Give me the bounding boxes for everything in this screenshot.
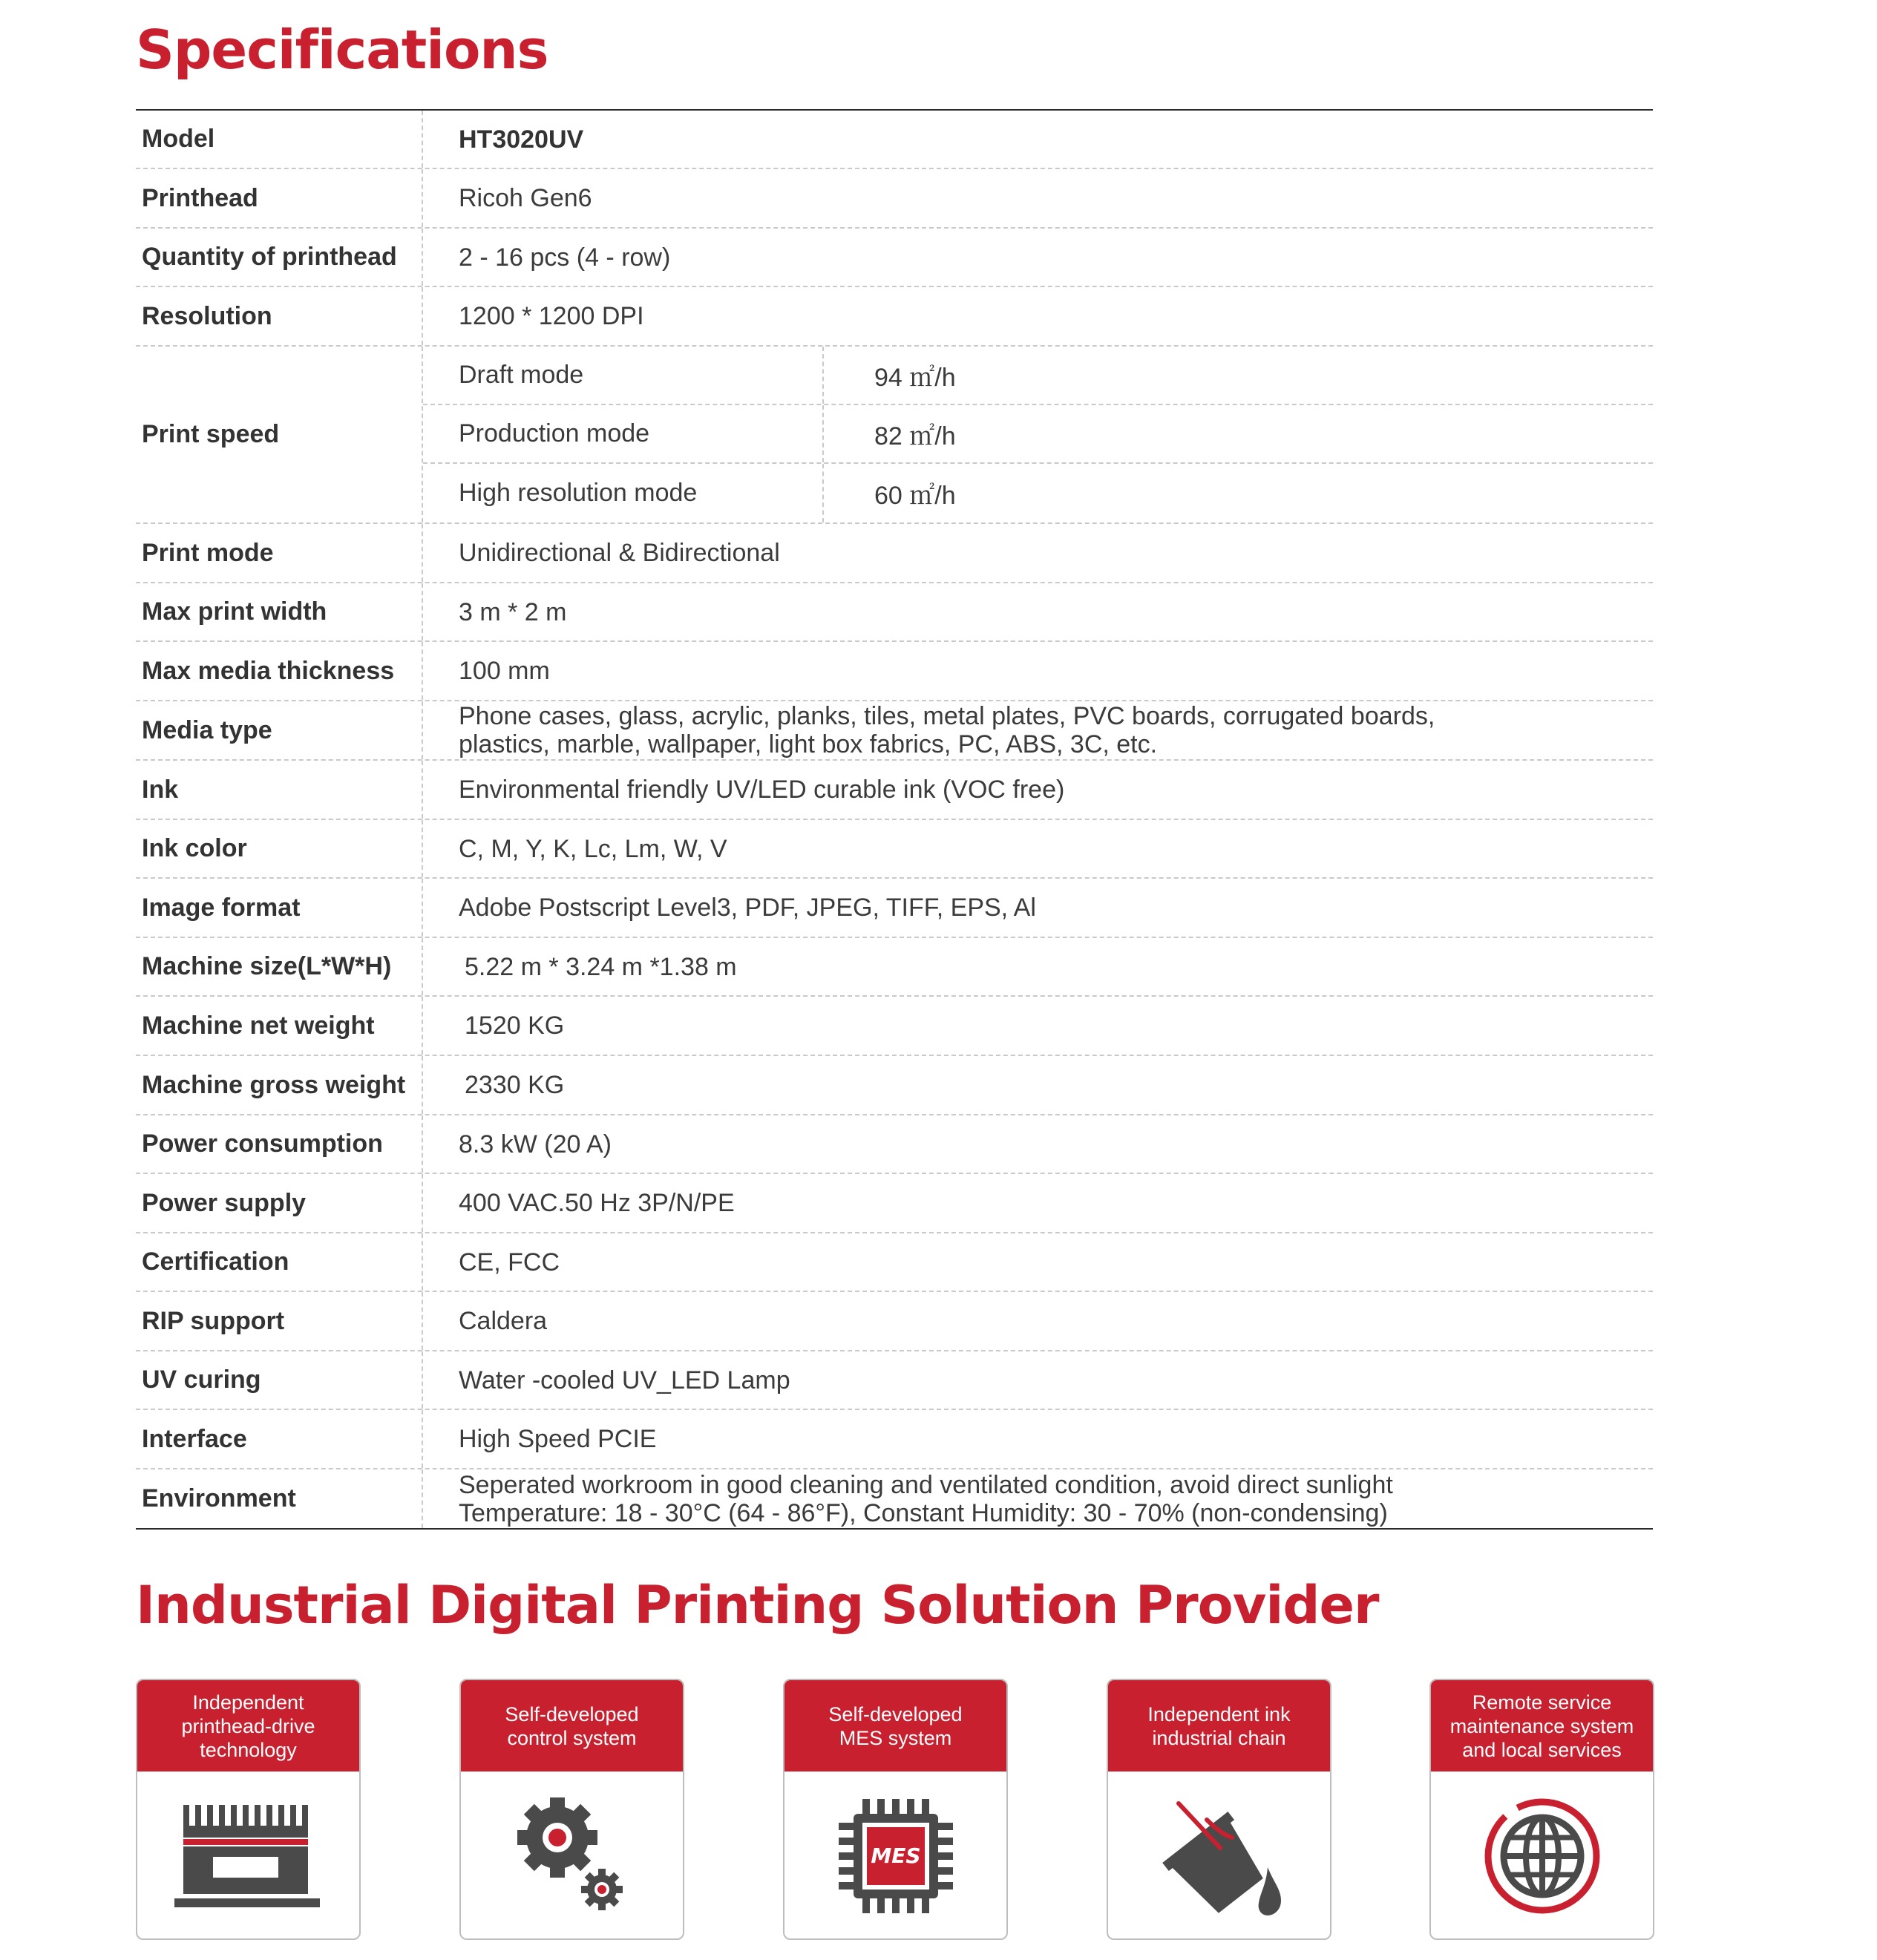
spec-row-image-format	[136, 879, 1653, 938]
spec-row-printhead	[136, 169, 1653, 229]
spec-value: 5.22 m * 3.24 m *1.38 m	[465, 952, 737, 981]
spec-row-ink-color	[136, 820, 1653, 879]
spec-value	[423, 701, 1653, 759]
spec-row-power-consumption	[136, 1115, 1653, 1174]
spec-label: Environment	[136, 1469, 423, 1528]
spec-label: Model	[136, 111, 423, 168]
spec-row-environment	[136, 1469, 1653, 1528]
spec-value: 100 mm	[459, 657, 550, 685]
card-title: Independent ink industrial chain	[1108, 1680, 1330, 1771]
solution-card-remote-service	[1429, 1679, 1654, 1940]
spec-value: Environmental friendly UV/LED curable ink (VOC free)	[459, 776, 1065, 804]
spec-row-certification	[136, 1233, 1653, 1292]
spec-row-resolution	[136, 287, 1653, 347]
spec-value-line: Phone cases, glass, acrylic, planks, tiles, metal plates, PVC boards, corrugated boards,	[459, 702, 1435, 730]
spec-row-uv-curing	[136, 1351, 1653, 1410]
spec-label: Max print width	[136, 583, 423, 640]
spec-label: Power consumption	[136, 1115, 423, 1173]
ink-bucket-icon	[1149, 1793, 1290, 1919]
solution-card-ink-chain	[1107, 1679, 1331, 1940]
spec-value: Water -cooled UV_LED Lamp	[459, 1366, 790, 1394]
spec-row-media-type	[136, 701, 1653, 761]
spec-value: Ricoh Gen6	[459, 184, 592, 212]
spec-value: 3 m * 2 m	[459, 597, 567, 626]
spec-label: RIP support	[136, 1292, 423, 1350]
spec-value: 1520 KG	[465, 1012, 565, 1040]
spec-value-line: plastics, marble, wallpaper, light box fabrics, PC, ABS, 3C, etc.	[459, 730, 1158, 758]
chip-icon	[833, 1793, 959, 1919]
spec-label: Print speed	[136, 347, 423, 522]
globe-icon	[1479, 1793, 1605, 1919]
solution-card-control-system	[459, 1679, 684, 1940]
spec-value: High Speed PCIE	[459, 1425, 657, 1453]
spec-value: HT3020UV	[459, 125, 584, 154]
print-speed-value: 82 ㎡/h	[874, 422, 956, 450]
spec-label: Printhead	[136, 169, 423, 227]
specifications-table	[136, 109, 1653, 1530]
spec-label: Machine net weight	[136, 997, 423, 1055]
spec-label: Media type	[136, 701, 423, 759]
spec-value	[423, 1469, 1653, 1528]
spec-row-ink	[136, 761, 1653, 820]
spec-label: Quantity of printhead	[136, 229, 423, 286]
print-speed-mode-row	[423, 464, 1653, 522]
print-speed-mode-row	[423, 405, 1653, 464]
gears-icon	[513, 1793, 632, 1919]
spec-value-line: Temperature: 18 - 30°C (64 - 86°F), Constant Humidity: 30 - 70% (non-condensing)	[459, 1498, 1388, 1527]
spec-label: UV curing	[136, 1351, 423, 1409]
spec-value-line: Seperated workroom in good cleaning and ventilated condition, avoid direct sunlight	[459, 1470, 1393, 1499]
spec-label: Power supply	[136, 1174, 423, 1232]
spec-label: Image format	[136, 879, 423, 937]
card-title: Self-developed control system	[461, 1680, 683, 1771]
spec-row-machine-gross-weight	[136, 1056, 1653, 1115]
solution-card-printhead-drive	[136, 1679, 361, 1940]
print-speed-value: 94 ㎡/h	[874, 364, 956, 392]
spec-row-model	[136, 111, 1653, 169]
spec-label: Resolution	[136, 287, 423, 345]
spec-label: Interface	[136, 1410, 423, 1468]
card-title: Independent printhead-drive technology	[137, 1680, 359, 1771]
print-speed-mode-row	[423, 347, 1653, 405]
spec-value: 8.3 kW (20 A)	[459, 1130, 612, 1158]
spec-row-quantity-of-printhead	[136, 229, 1653, 287]
solutions-title: Industrial Digital Printing Solution Provider	[136, 1575, 1379, 1636]
print-speed-mode: Draft mode	[423, 347, 824, 404]
spec-value: CE, FCC	[459, 1248, 560, 1276]
print-speed-mode: High resolution mode	[423, 464, 824, 522]
print-speed-value: 60 ㎡/h	[874, 482, 956, 510]
spec-row-print-mode	[136, 524, 1653, 583]
spec-row-print-speed	[136, 347, 1653, 524]
spec-value: 1200 * 1200 DPI	[459, 302, 644, 330]
spec-row-rip-support	[136, 1292, 1653, 1351]
spec-row-machine-net-weight	[136, 997, 1653, 1056]
spec-row-machine-size	[136, 938, 1653, 997]
spec-label: Max media thickness	[136, 642, 423, 700]
spec-value: Caldera	[459, 1307, 548, 1335]
card-title: Remote service maintenance system and local services	[1431, 1680, 1653, 1771]
spec-label: Ink color	[136, 820, 423, 877]
spec-row-interface	[136, 1410, 1653, 1469]
spec-row-power-supply	[136, 1174, 1653, 1233]
spec-label: Machine size(L*W*H)	[136, 938, 423, 995]
spec-value: Adobe Postscript Level3, PDF, JPEG, TIFF, EPS, Al	[459, 894, 1036, 922]
spec-row-max-media-thickness	[136, 642, 1653, 701]
chip-label: MES	[870, 1843, 921, 1868]
spec-value: 2 - 16 pcs (4 - row)	[459, 243, 671, 272]
spec-row-max-print-width	[136, 583, 1653, 642]
solution-cards	[136, 1679, 1654, 1940]
spec-value: C, M, Y, K, Lc, Lm, W, V	[459, 834, 727, 863]
solution-card-mes-system	[783, 1679, 1008, 1940]
specifications-title: Specifications	[136, 19, 548, 81]
spec-label: Print mode	[136, 524, 423, 582]
spec-value: 400 VAC.50 Hz 3P/N/PE	[459, 1189, 735, 1217]
spec-value: 2330 KG	[465, 1071, 565, 1099]
printhead-icon	[174, 1800, 323, 1912]
card-title: Self-developed MES system	[784, 1680, 1006, 1771]
print-speed-mode: Production mode	[423, 405, 824, 462]
spec-value: Unidirectional & Bidirectional	[459, 539, 780, 567]
spec-label: Ink	[136, 761, 423, 819]
spec-label: Certification	[136, 1233, 423, 1291]
print-speed-modes	[423, 347, 1653, 522]
spec-label: Machine gross weight	[136, 1056, 423, 1114]
